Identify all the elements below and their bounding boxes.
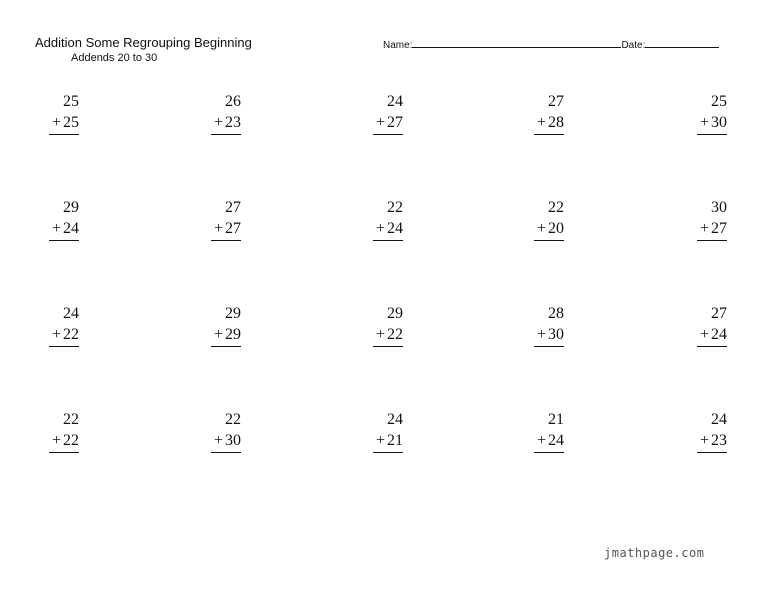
addend-bottom: 27: [225, 220, 241, 237]
addend-bottom: 20: [548, 220, 564, 237]
addend-bottom: 27: [711, 220, 727, 237]
name-line: [412, 37, 621, 48]
addend-bottom-row: [211, 112, 241, 135]
addend-top: 22: [387, 199, 403, 216]
footer-site: jmathpage.com: [604, 546, 705, 560]
name-date-fields: [383, 37, 719, 51]
addend-top: 22: [225, 411, 241, 428]
addition-problem: [504, 303, 564, 347]
addend-top: 24: [711, 411, 727, 428]
addend-top: 24: [63, 305, 79, 322]
addend-top: 25: [711, 93, 727, 110]
plus-sign: +: [699, 114, 709, 131]
plus-sign: +: [699, 326, 709, 343]
addend-bottom: 23: [711, 432, 727, 449]
addition-problem: [343, 303, 403, 347]
addend-top: 24: [387, 411, 403, 428]
addend-bottom-row: [534, 430, 564, 453]
addend-top: 22: [548, 199, 564, 216]
addend-top: 29: [387, 305, 403, 322]
addend-bottom-row: [49, 430, 79, 453]
addend-bottom-row: [211, 430, 241, 453]
plus-sign: +: [375, 326, 385, 343]
name-label: Name:: [383, 40, 413, 51]
addend-bottom-row: [211, 218, 241, 241]
addition-problem: [19, 409, 79, 453]
addend-top: 30: [711, 199, 727, 216]
plus-sign: +: [536, 432, 546, 449]
addend-bottom-row: [697, 218, 727, 241]
addend-bottom-row: [697, 112, 727, 135]
addition-problem: [504, 197, 564, 241]
addition-problem: [181, 197, 241, 241]
addend-top: 25: [63, 93, 79, 110]
addend-bottom-row: [534, 324, 564, 347]
addend-bottom: 24: [387, 220, 403, 237]
addend-top: 22: [63, 411, 79, 428]
addend-top: 21: [548, 411, 564, 428]
worksheet-title: Addition Some Regrouping Beginning: [35, 35, 252, 50]
addend-bottom: 22: [63, 326, 79, 343]
addend-bottom: 30: [711, 114, 727, 131]
addend-bottom-row: [49, 218, 79, 241]
addend-bottom-row: [373, 324, 403, 347]
addition-problem: [181, 303, 241, 347]
addend-bottom-row: [211, 324, 241, 347]
plus-sign: +: [375, 114, 385, 131]
addition-problem: [343, 409, 403, 453]
addend-bottom: 29: [225, 326, 241, 343]
addend-bottom: 21: [387, 432, 403, 449]
plus-sign: +: [51, 432, 61, 449]
plus-sign: +: [536, 114, 546, 131]
addend-bottom: 28: [548, 114, 564, 131]
worksheet-subtitle: Addends 20 to 30: [71, 52, 158, 64]
addend-top: 29: [225, 305, 241, 322]
addend-top: 27: [711, 305, 727, 322]
addition-problem: [667, 409, 727, 453]
plus-sign: +: [51, 220, 61, 237]
addend-top: 27: [225, 199, 241, 216]
addition-problem: [504, 409, 564, 453]
addition-problem: [667, 303, 727, 347]
addend-bottom: 24: [711, 326, 727, 343]
addend-bottom: 24: [63, 220, 79, 237]
addend-bottom: 30: [548, 326, 564, 343]
plus-sign: +: [51, 326, 61, 343]
addend-bottom: 25: [63, 114, 79, 131]
addend-bottom-row: [373, 430, 403, 453]
addend-bottom: 22: [63, 432, 79, 449]
addend-bottom-row: [49, 324, 79, 347]
addend-bottom: 23: [225, 114, 241, 131]
plus-sign: +: [51, 114, 61, 131]
date-line: [645, 37, 719, 48]
addend-bottom-row: [697, 430, 727, 453]
addend-top: 28: [548, 305, 564, 322]
addend-bottom-row: [534, 112, 564, 135]
plus-sign: +: [699, 220, 709, 237]
addition-problem: [343, 197, 403, 241]
addend-bottom: 24: [548, 432, 564, 449]
addend-bottom: 30: [225, 432, 241, 449]
addend-bottom-row: [534, 218, 564, 241]
plus-sign: +: [536, 220, 546, 237]
addition-problem: [19, 91, 79, 135]
addition-problem: [19, 197, 79, 241]
plus-sign: +: [213, 114, 223, 131]
addition-problem: [19, 303, 79, 347]
addend-bottom-row: [373, 218, 403, 241]
addend-bottom-row: [373, 112, 403, 135]
addition-problem: [181, 409, 241, 453]
date-label: Date:: [621, 40, 646, 51]
plus-sign: +: [375, 220, 385, 237]
addend-top: 26: [225, 93, 241, 110]
addend-bottom-row: [49, 112, 79, 135]
plus-sign: +: [213, 220, 223, 237]
addition-problem: [667, 91, 727, 135]
addition-problem: [667, 197, 727, 241]
addition-problem: [504, 91, 564, 135]
addend-top: 27: [548, 93, 564, 110]
addition-problem: [181, 91, 241, 135]
plus-sign: +: [536, 326, 546, 343]
plus-sign: +: [699, 432, 709, 449]
addend-bottom: 27: [387, 114, 403, 131]
addend-top: 24: [387, 93, 403, 110]
plus-sign: +: [213, 326, 223, 343]
addition-problem: [343, 91, 403, 135]
addend-bottom: 22: [387, 326, 403, 343]
plus-sign: +: [375, 432, 385, 449]
addend-top: 29: [63, 199, 79, 216]
addend-bottom-row: [697, 324, 727, 347]
plus-sign: +: [213, 432, 223, 449]
